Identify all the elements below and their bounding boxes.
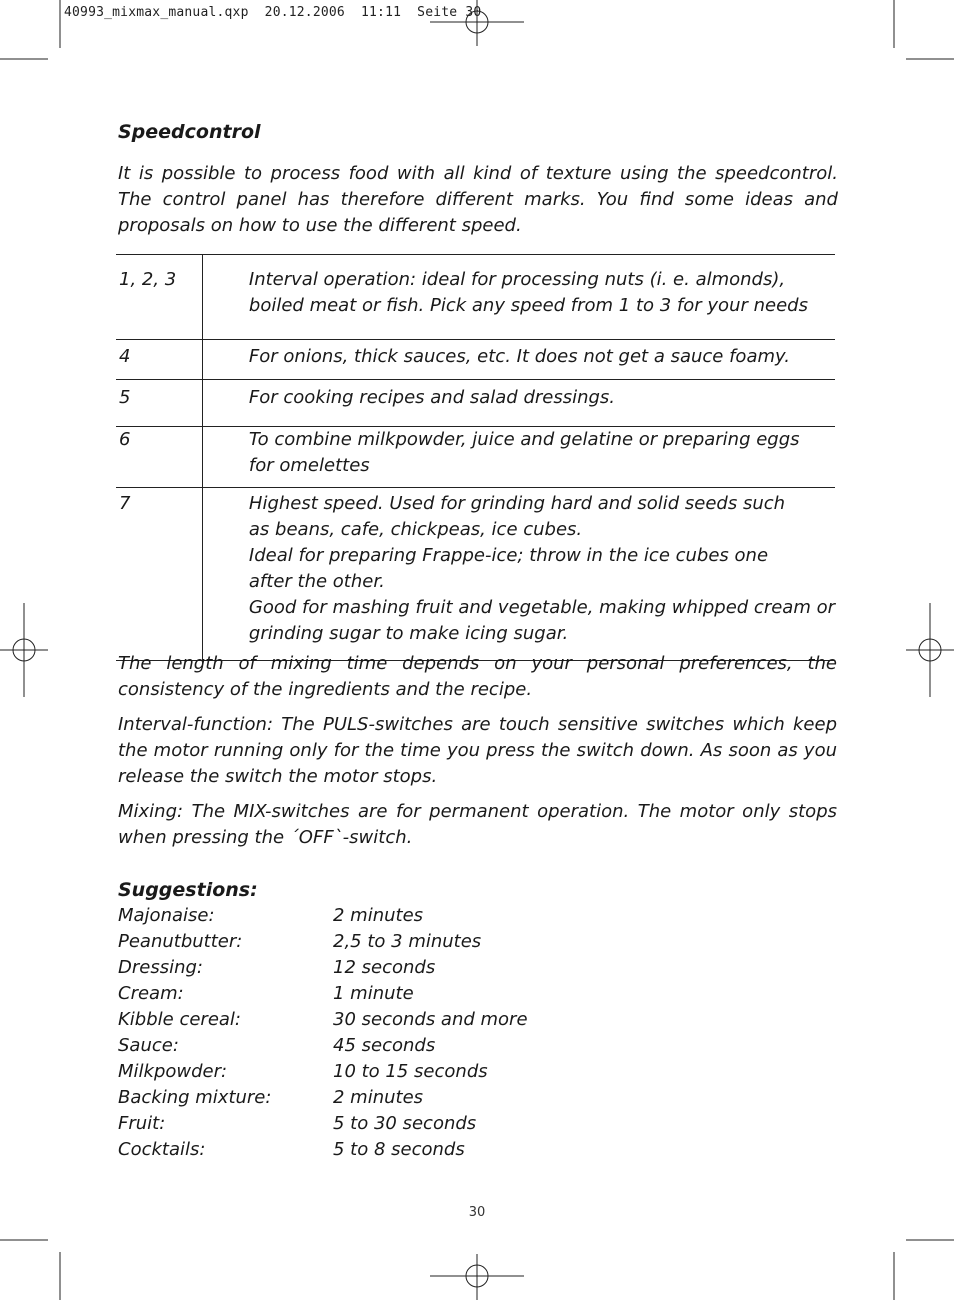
suggestion-name: Peanutbutter:	[118, 931, 243, 952]
speed-table	[116, 254, 835, 661]
mixing-paragraph: Mixing: The MIX-switches are for permanent operation. The motor only stops when pressing the ´OFF`-switch.	[118, 801, 837, 848]
suggestion-name: Backing mixture:	[118, 1087, 272, 1108]
description-line: Good for mashing fruit and vegetable, making whipped cream or	[248, 597, 835, 618]
suggestion-time: 1 minute	[333, 983, 414, 1004]
suggestion-time: 30 seconds and more	[333, 1009, 528, 1030]
suggestion-item	[118, 1085, 528, 1111]
mixing-time-paragraph: The length of mixing time depends on your personal preferences, the consistency of the ingredients and the recipe.	[118, 653, 837, 700]
speed-description	[202, 255, 835, 340]
description-line: boiled meat or fish. Pick any speed from 1 to 3 for your needs	[248, 295, 808, 316]
speed-row	[116, 427, 835, 488]
suggestion-name: Milkpowder:	[118, 1061, 228, 1082]
description-line: Interval operation: ideal for processing nuts (i. e. almonds),	[248, 269, 786, 290]
speed-description	[202, 340, 835, 380]
section-title: Speedcontrol	[118, 121, 261, 143]
speed-level: 6	[116, 427, 202, 488]
description-line: for omelettes	[248, 455, 370, 476]
speed-row	[116, 380, 835, 427]
description-line: Ideal for preparing Frappe-ice; throw in the ice cubes one	[248, 545, 769, 566]
suggestion-item	[118, 929, 528, 955]
suggestion-name: Kibble cereal:	[118, 1009, 241, 1030]
suggestion-time: 5 to 30 seconds	[333, 1113, 477, 1134]
suggestion-item	[118, 1007, 528, 1033]
suggestions-section	[118, 877, 528, 1163]
suggestions-list	[118, 903, 528, 1163]
speedcontrol-section	[118, 119, 838, 239]
description-line: grinding sugar to make icing sugar.	[248, 623, 569, 644]
description-line: Highest speed. Used for grinding hard and solid seeds such	[248, 493, 786, 514]
suggestion-time: 12 seconds	[333, 957, 436, 978]
description-line: To combine milkpowder, juice and gelatine or preparing eggs	[248, 429, 800, 450]
print-slug: 40993_mixmax_manual.qxp 20.12.2006 11:11 Seite 30	[64, 5, 482, 20]
speed-level: 1, 2, 3	[116, 255, 202, 340]
suggestion-item	[118, 1111, 528, 1137]
description-line: as beans, cafe, chickpeas, ice cubes.	[248, 519, 583, 540]
intro-paragraph: It is possible to process food with all kind of texture using the speedcontrol. The control panel has therefore different marks. You find some ideas and proposals on how to use the different speed.	[118, 163, 838, 236]
suggestion-name: Cocktails:	[118, 1139, 206, 1160]
suggestion-name: Dressing:	[118, 957, 203, 978]
explanation-paragraphs	[118, 651, 837, 860]
suggestion-name: Majonaise:	[118, 905, 215, 926]
description-line: For cooking recipes and salad dressings.	[248, 387, 616, 408]
suggestion-time: 5 to 8 seconds	[333, 1139, 465, 1160]
suggestion-item	[118, 1033, 528, 1059]
description-line: For onions, thick sauces, etc. It does not get a sauce foamy.	[248, 346, 790, 367]
speed-level: 7	[116, 488, 202, 661]
speed-description	[202, 488, 835, 661]
suggestion-time: 10 to 15 seconds	[333, 1061, 488, 1082]
suggestion-item	[118, 903, 528, 929]
suggestion-name: Sauce:	[118, 1035, 179, 1056]
page-number: 30	[468, 1205, 486, 1220]
suggestion-time: 2,5 to 3 minutes	[333, 931, 482, 952]
suggestion-time: 2 minutes	[333, 1087, 424, 1108]
suggestion-name: Fruit:	[118, 1113, 166, 1134]
speed-row	[116, 488, 835, 661]
suggestion-item	[118, 981, 528, 1007]
suggestion-item	[118, 1059, 528, 1085]
speed-row	[116, 340, 835, 380]
suggestion-item	[118, 1137, 528, 1163]
speed-row	[116, 255, 835, 340]
description-line: after the other.	[248, 571, 385, 592]
speed-level: 5	[116, 380, 202, 427]
suggestion-item	[118, 955, 528, 981]
suggestion-time: 45 seconds	[333, 1035, 436, 1056]
suggestion-name: Cream:	[118, 983, 184, 1004]
interval-function-paragraph: Interval-function: The PULS-switches are touch sensitive switches which keep the motor running only for the time you press the switch down. As soon as you release the switch the motor stops.	[118, 714, 837, 787]
suggestion-time: 2 minutes	[333, 905, 424, 926]
speed-level: 4	[116, 340, 202, 380]
suggestions-title: Suggestions:	[118, 879, 258, 901]
speed-description	[202, 380, 835, 427]
speed-description	[202, 427, 835, 488]
